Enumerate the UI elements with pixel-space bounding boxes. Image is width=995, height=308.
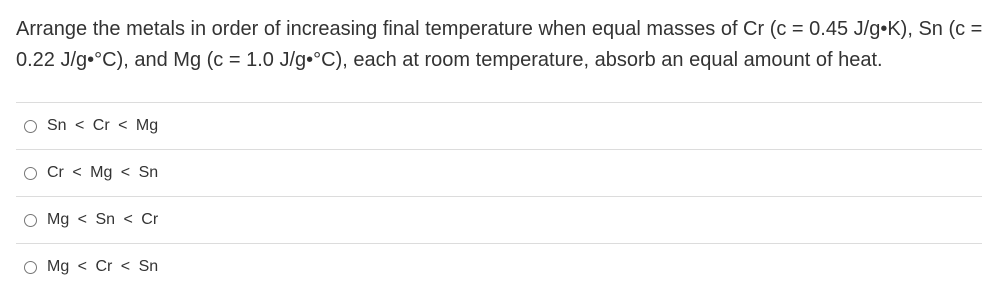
radio-button[interactable] — [24, 167, 37, 180]
radio-button[interactable] — [24, 214, 37, 227]
answer-option-label: Mg < Cr < Sn — [47, 258, 159, 275]
answer-option-label: Mg < Sn < Cr — [47, 211, 159, 228]
radio-button[interactable] — [24, 120, 37, 133]
answer-option-label: Sn < Cr < Mg — [47, 117, 159, 134]
answer-option-label: Cr < Mg < Sn — [47, 164, 159, 181]
radio-button[interactable] — [24, 261, 37, 274]
answer-option[interactable] — [16, 196, 982, 243]
answer-options — [16, 102, 982, 290]
question-text: Arrange the metals in order of increasing final temperature when equal masses of Cr (c = 0.45 J/g•K), Sn (c = 0.22 J/g•°C), and Mg (c = 1.0 J/g•°C), each at room temperature, absorb an equal amount of heat. — [16, 18, 983, 71]
answer-option[interactable] — [16, 243, 982, 290]
answer-option[interactable] — [16, 102, 982, 149]
answer-option[interactable] — [16, 149, 982, 196]
